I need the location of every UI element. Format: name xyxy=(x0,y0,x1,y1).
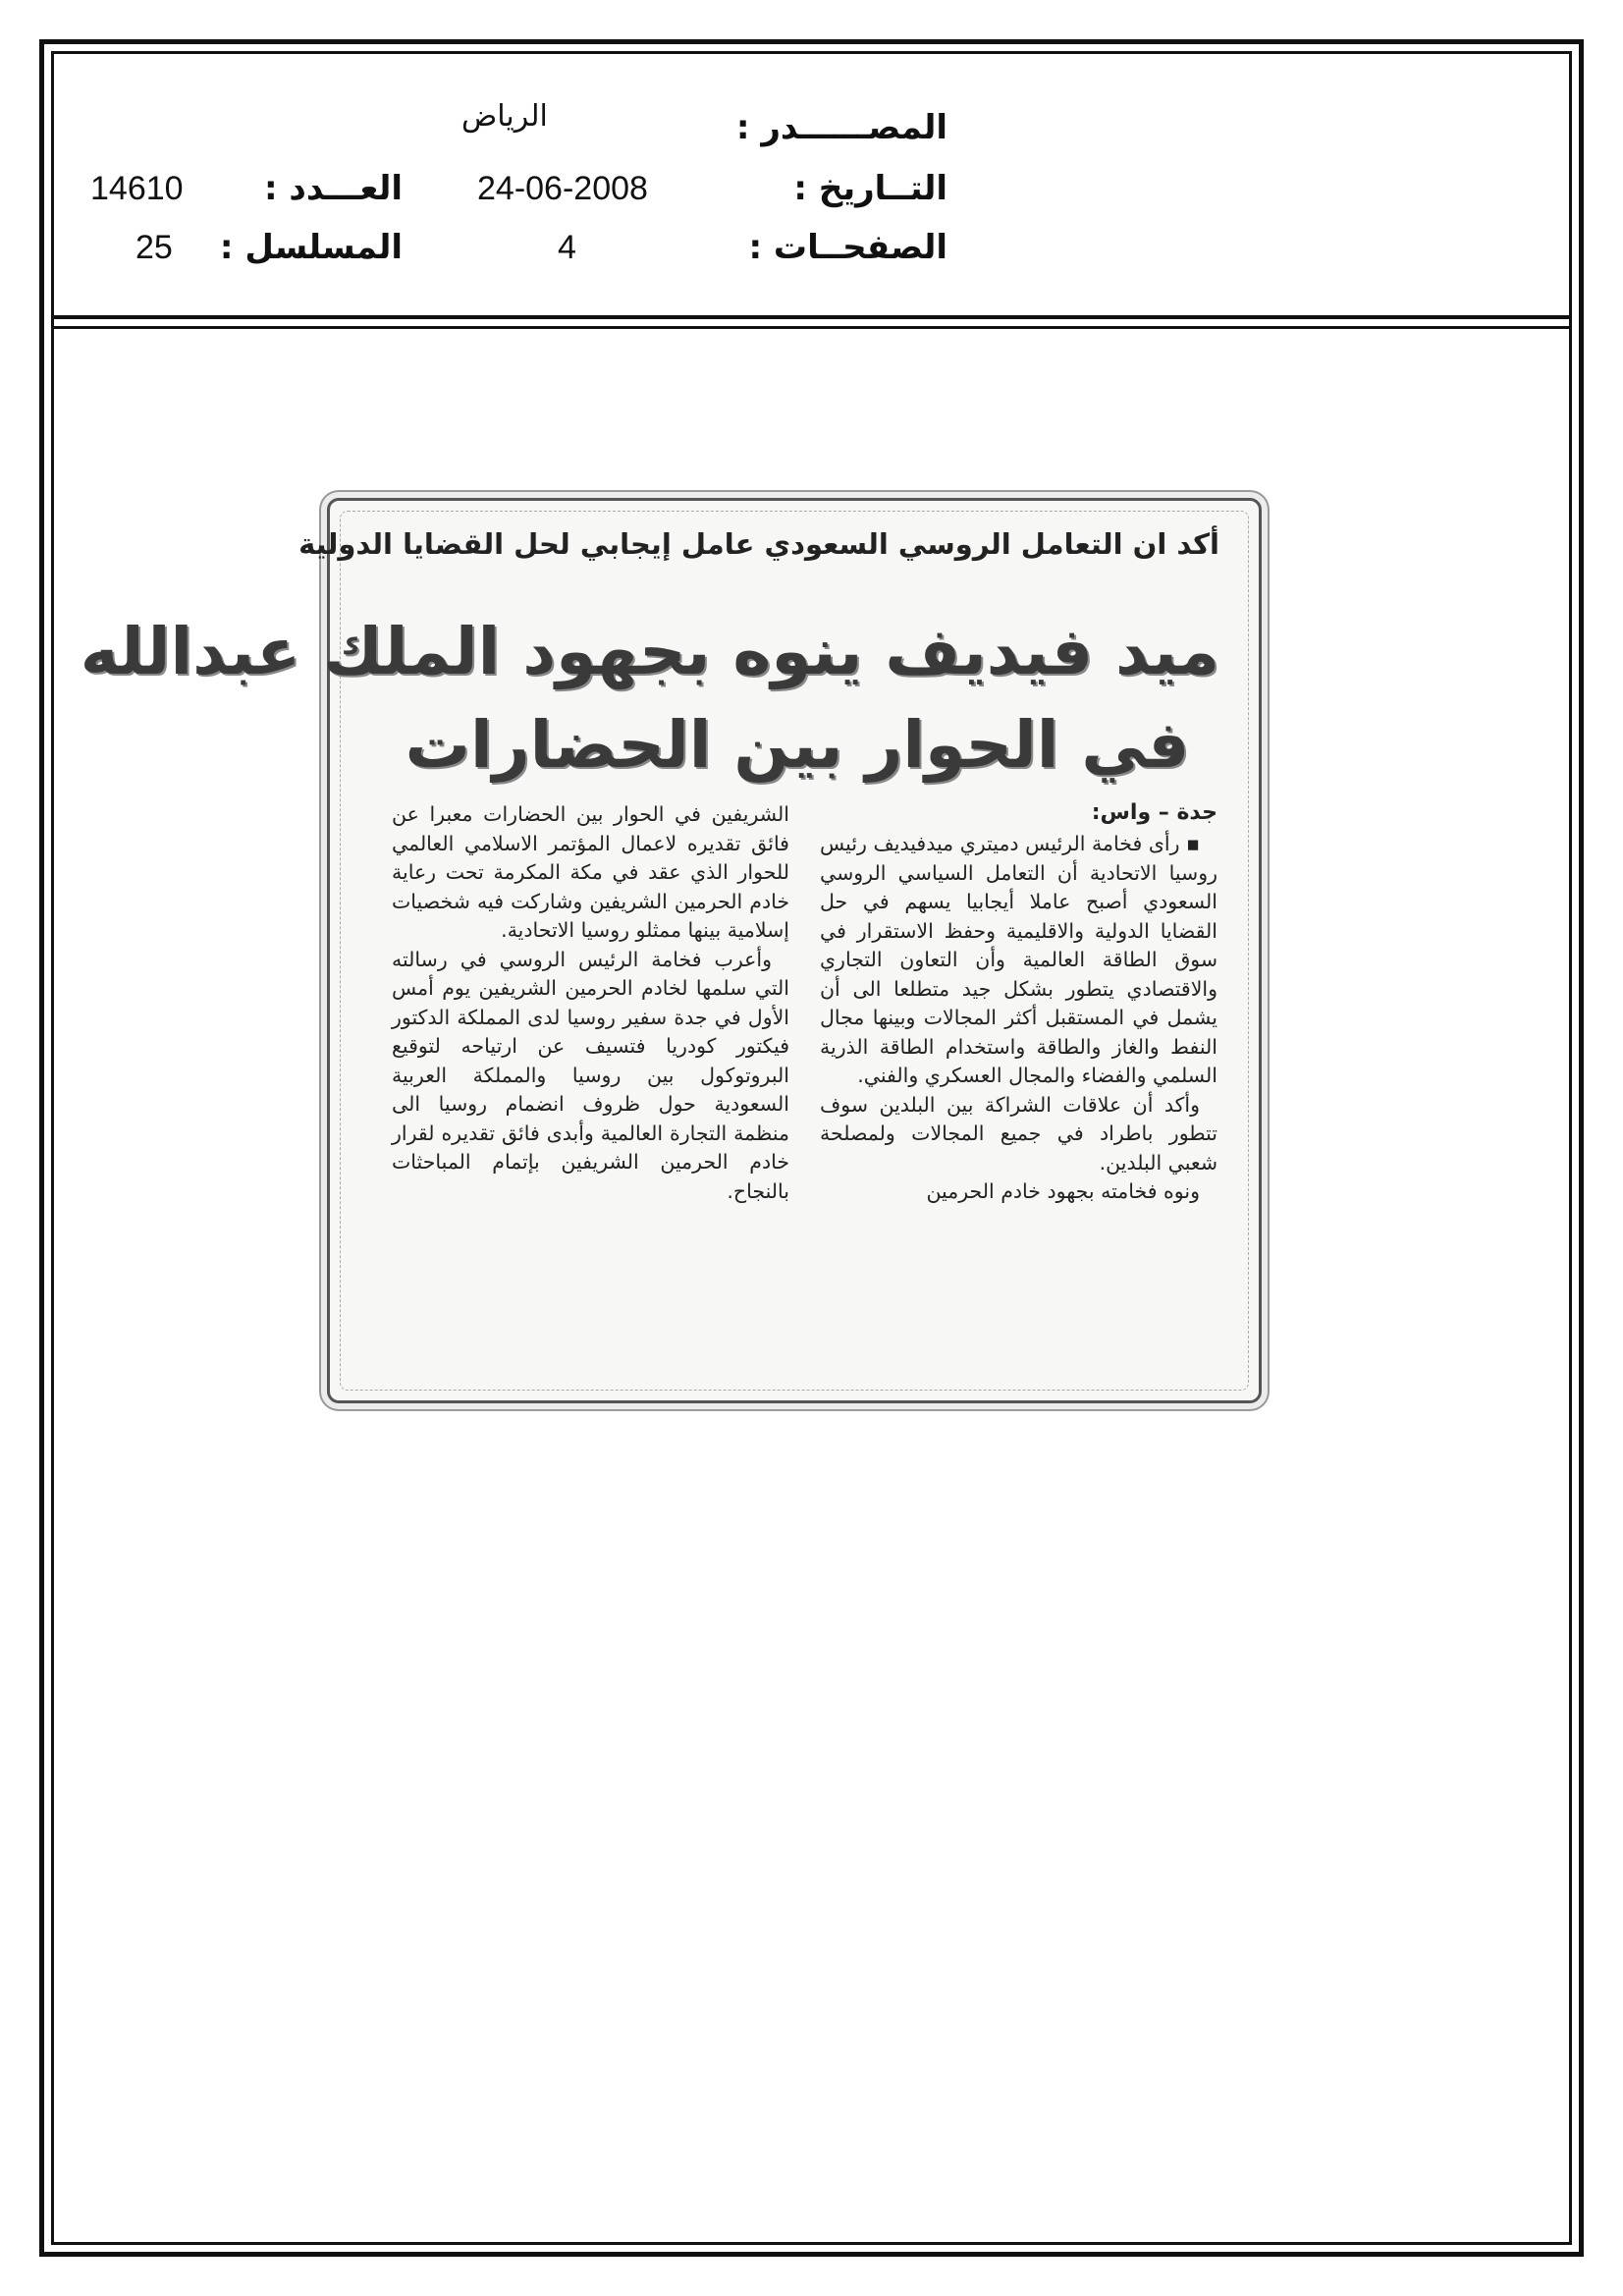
article-dateline: جدة – واس: xyxy=(1091,800,1217,825)
newspaper-clipping xyxy=(80,498,1262,1403)
article-paragraph: ▪ رأى فخامة الرئيس دميتري ميدفيديف رئيس روسيا الاتحادية أن التعامل السياسي الروسي السعودي أصبح عاملا أيجابيا يسهم في حل القضايا الدولية والاقليمية وحفظ الاستقرار في سوق الطاقة العالمية وأن التعاون التجاري والاقتصادي يتطور بشكل جيد متطلعا الى أن يشمل في المستقبل أكثر المجالات وبينها مجال النفط والغاز والطاقة واستخدام الطاقة الذرية السلمي والفضاء والمجال العسكري والفني. xyxy=(820,832,1217,1087)
article-column-right xyxy=(820,830,1217,1207)
date-label: التــاريخ : xyxy=(793,169,947,208)
header-divider-inner xyxy=(51,326,1572,329)
issue-label: العـــدد : xyxy=(264,169,403,208)
pages-value: 4 xyxy=(558,229,576,266)
article-subheadline: أكد ان التعامل الروسي السعودي عامل إيجابي لحل القضايا الدولية xyxy=(298,527,1219,561)
article-paragraph: وأكد أن علاقات الشراكة بين البلدين سوف تتطور باطراد في جميع المجالات ولمصلحة شعبي البلدين. xyxy=(820,1092,1217,1175)
header-divider xyxy=(51,315,1572,319)
article-headline-line2: في الحوار بين الحضارات xyxy=(405,707,1190,783)
source-value: الرياض xyxy=(461,99,548,134)
pages-label: الصفحــات : xyxy=(748,228,947,267)
issue-value: 14610 xyxy=(90,170,184,207)
article-headline-line1: ميد فيديف ينوه بجهود الملك عبدالله xyxy=(80,614,1219,689)
article-paragraph: الشريفين في الحوار بين الحضارات معبرا عن فائق تقديره لاعمال المؤتمر الاسلامي العالمي للحوار الذي عقد في مكة المكرمة تحت رعاية خادم الحرمين الشريفين وشاركت فيه شخصيات إسلامية بينها ممثلو روسيا الاتحادية. xyxy=(392,802,789,942)
article-column-left xyxy=(392,800,789,1206)
source-label: المصــــــدر : xyxy=(735,108,947,147)
article-paragraph: وأعرب فخامة الرئيس الروسي في رسالته التي سلمها لخادم الحرمين الشريفين يوم أمس الأول في جدة سفير روسيا لدى المملكة الدكتور فيكتور كودريا فتسيف عن ارتياحه لتوقيع البروتوكول بين روسيا والمملكة العربية السعودية حول ظروف انضمام روسيا الى منظمة التجارة العالمية وأبدى فائق تقديره لقرار خادم الحرمين الشريفين بإتمام المباحثات بالنجاح. xyxy=(392,947,789,1203)
serial-label: المسلسل : xyxy=(219,228,403,267)
date-value: 24-06-2008 xyxy=(477,170,648,207)
serial-value: 25 xyxy=(135,229,173,266)
article-paragraph: ونوه فخامته بجهود خادم الحرمين xyxy=(926,1179,1200,1203)
